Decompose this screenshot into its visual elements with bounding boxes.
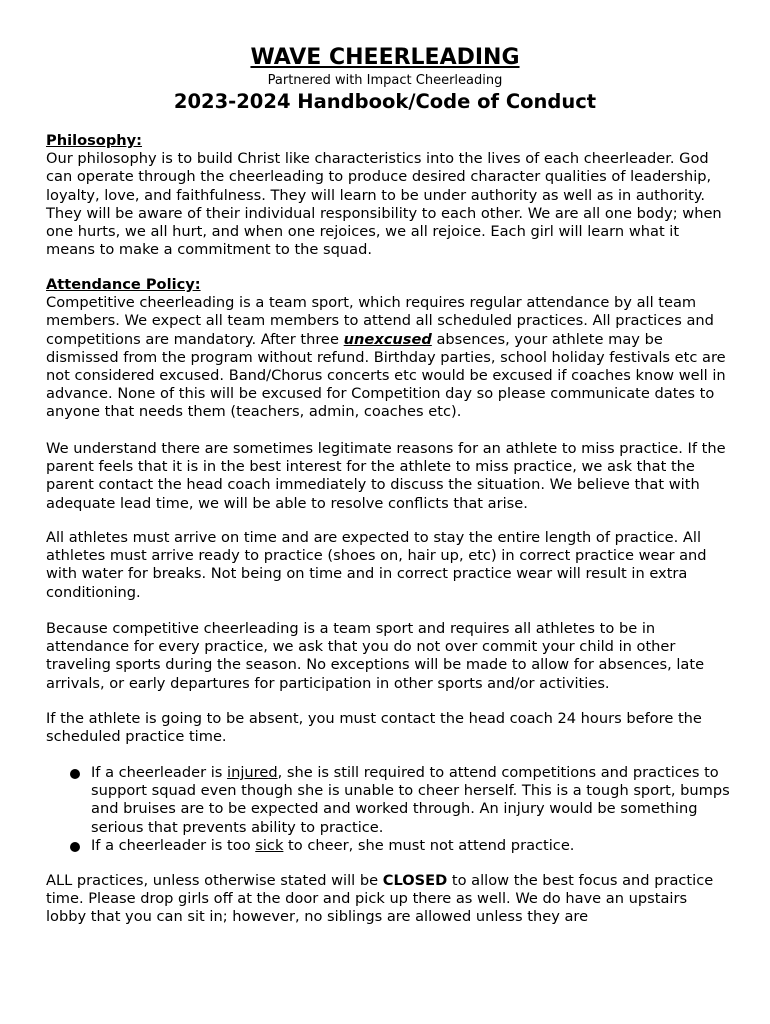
closed-practices-paragraph <box>46 872 730 927</box>
bullet-2-text-after: to cheer, she must not attend practice. <box>283 836 575 854</box>
attendance-p1-text-after: absences, your athlete may be dismissed from the program without refund. Birthday parties, school holiday festivals etc are not considered excused. Band/Chorus concerts etc would be excused if coaches know well in advance. None of this will be excused for Competition day so please communicate dates to anyone that needs them (teachers, admin, coaches etc). <box>46 330 726 421</box>
attendance-paragraph-5: If the athlete is going to be absent, you must contact the head coach 24 hours before the scheduled practice time. <box>46 710 702 746</box>
bullet-dot-icon <box>70 842 80 852</box>
attendance-section <box>46 276 730 422</box>
closing-text-after: to allow the best focus and practice time. Please drop girls off at the door and pick up there as well. We do have an upstairs lobby that you can sit in; however, no siblings are allowed unless they are <box>46 872 714 926</box>
sick-underlined: sick <box>255 836 284 854</box>
attendance-paragraph-1 <box>46 294 730 421</box>
rules-list <box>46 764 730 855</box>
attendance-paragraph-2: We understand there are sometimes legitimate reasons for an athlete to miss practice. If the parent feels that it is in the best interest for the athlete to miss practice, we ask that the parent contact the head coach immediately to discuss the situation. We believe that with adequate lead time, we will be able to resolve conflicts that arise. <box>46 440 726 512</box>
unexcused-emphasis: unexcused <box>343 330 432 348</box>
handbook-title: 2023-2024 Handbook/Code of Conduct <box>173 90 597 113</box>
philosophy-heading: Philosophy: <box>46 132 143 149</box>
philosophy-section <box>46 132 730 259</box>
bullet-1-text-after: , she is still required to attend competitions and practices to support squad even though she is unable to cheer herself. This is a tough sport, bumps and bruises are to be expected and worked through. An injury would be something serious that prevents ability to practice. <box>91 764 730 836</box>
closed-emphasis: CLOSED <box>382 872 448 889</box>
closing-text-before: ALL practices, unless otherwise stated will be <box>46 872 383 889</box>
attendance-heading: Attendance Policy: <box>46 276 201 293</box>
philosophy-text: Our philosophy is to build Christ like characteristics into the lives of each cheerleader. God can operate through the cheerleading to produce desired character qualities of leadership, loyalty, love, and faithfulness. They will learn to be under authority as well as in authority. They will be aware of their individual responsibility to each other. We are all one body; when one hurts, we all hurt, and when one rejoices, we all rejoice. Each girl will learn what it means to make a commitment to the squad. <box>46 150 722 259</box>
document-title: WAVE CHEERLEADING <box>250 45 520 70</box>
injured-underlined: injured <box>227 764 278 781</box>
attendance-p1-text-before: Competitive cheerleading is a team sport, which requires regular attendance by all team members. We expect all team members to attend all scheduled practices. All practices and competitions are mandatory. After three <box>46 294 714 348</box>
list-item-injured <box>46 764 730 837</box>
bullet-dot-icon <box>70 769 80 779</box>
list-item-sick <box>46 837 730 855</box>
attendance-paragraph-4: Because competitive cheerleading is a team sport and requires all athletes to be in attendance for every practice, we ask that you do not over commit your child in other traveling sports during the season. No exceptions will be made to allow for absences, late arrivals, or early departures for participation in other sports and/or activities. <box>46 620 705 692</box>
bullet-1-text-before: If a cheerleader is <box>91 764 228 781</box>
attendance-paragraph-3: All athletes must arrive on time and are expected to stay the entire length of practice. All athletes must arrive ready to practice (shoes on, hair up, etc) in correct practice wear and with water for breaks. Not being on time and in correct practice wear will result in extra conditioning. <box>46 529 707 601</box>
bullet-2-text-before: If a cheerleader is too <box>91 836 256 854</box>
document-subtitle: Partnered with Impact Cheerleading <box>267 73 503 88</box>
